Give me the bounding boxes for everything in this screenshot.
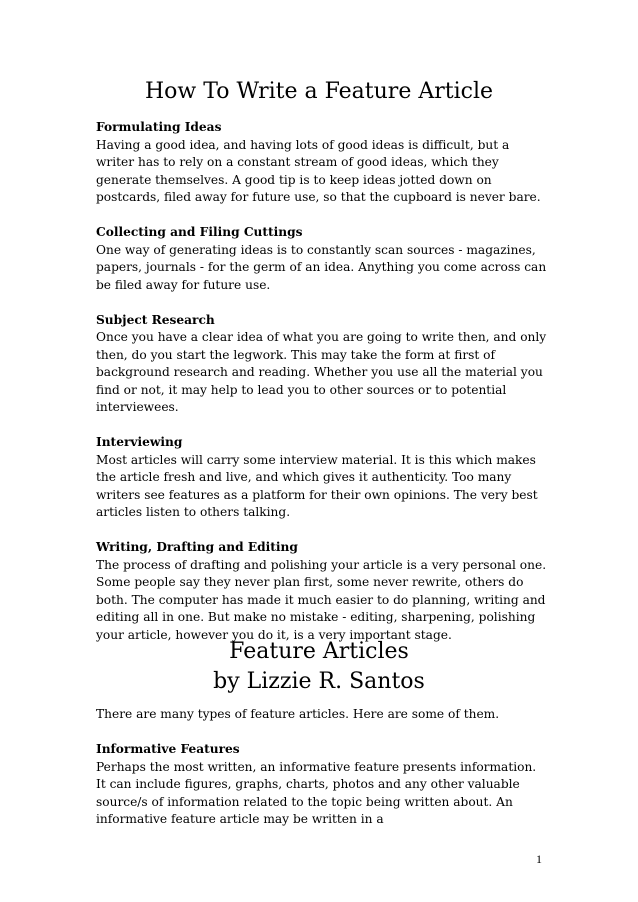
section-writing-drafting-editing bbox=[96, 539, 548, 644]
intro-text: There are many types of feature articles. Here are some of them. bbox=[96, 707, 500, 721]
section-body: Having a good idea, and having lots of good ideas is difficult, but a writer has to rely on a constant stream of good ideas, which they generate themselves. A good tip is to keep ideas jotted down on postcards, filed away for future use, so that the cupboard is never bare. bbox=[96, 137, 541, 204]
article-sections bbox=[96, 119, 548, 662]
section-heading: Collecting and Filing Cuttings bbox=[96, 225, 303, 239]
section-body: Once you have a clear idea of what you are going to write then, and only then, do you start the legwork. This may take the form at first of background research and reading. Whether you use all the material you find or not, it may help to lead you to other sources or to potential interviewees. bbox=[96, 330, 547, 414]
section-body: Perhaps the most written, an informative feature presents information. It can include figures, graphs, charts, photos and any other valuable source/s of information related to the topic being written about. An informative feature article may be written in a bbox=[96, 759, 537, 826]
section-body: One way of generating ideas is to constantly scan sources - magazines, papers, journals - for the germ of an idea. Anything you come across can be filed away for future use. bbox=[96, 242, 547, 292]
second-title-line: Feature Articles bbox=[229, 639, 409, 664]
section-subject-research bbox=[96, 312, 548, 417]
section-heading: Informative Features bbox=[96, 742, 240, 756]
page-number: 1 bbox=[536, 852, 542, 866]
section-collecting-cuttings bbox=[96, 224, 548, 294]
intro-paragraph bbox=[96, 706, 548, 724]
second-article-sections bbox=[96, 706, 548, 846]
section-heading: Interviewing bbox=[96, 435, 183, 449]
page-title: How To Write a Feature Article bbox=[145, 79, 493, 104]
section-interviewing bbox=[96, 434, 548, 522]
section-body: The process of drafting and polishing your article is a very personal one. Some people say they never plan first, some never rewrite, others do both. The computer has made it much easier to do planning, writing and editing all in one. But make no mistake - editing, sharpening, polishing your article, however you do it, is a very important stage. bbox=[96, 557, 547, 642]
section-heading: Subject Research bbox=[96, 312, 215, 327]
second-title-byline: by Lizzie R. Santos bbox=[213, 669, 425, 694]
section-formulating-ideas bbox=[96, 119, 548, 207]
section-informative-features bbox=[96, 741, 548, 829]
section-heading: Formulating Ideas bbox=[96, 120, 222, 134]
section-body: Most articles will carry some interview material. It is this which makes the article fresh and live, and which gives it authenticity. Too many writers see features as a platform for their own opinions. The very best articles listen to others talking. bbox=[96, 452, 538, 519]
second-article-title bbox=[0, 637, 638, 697]
section-heading: Writing, Drafting and Editing bbox=[96, 540, 298, 554]
